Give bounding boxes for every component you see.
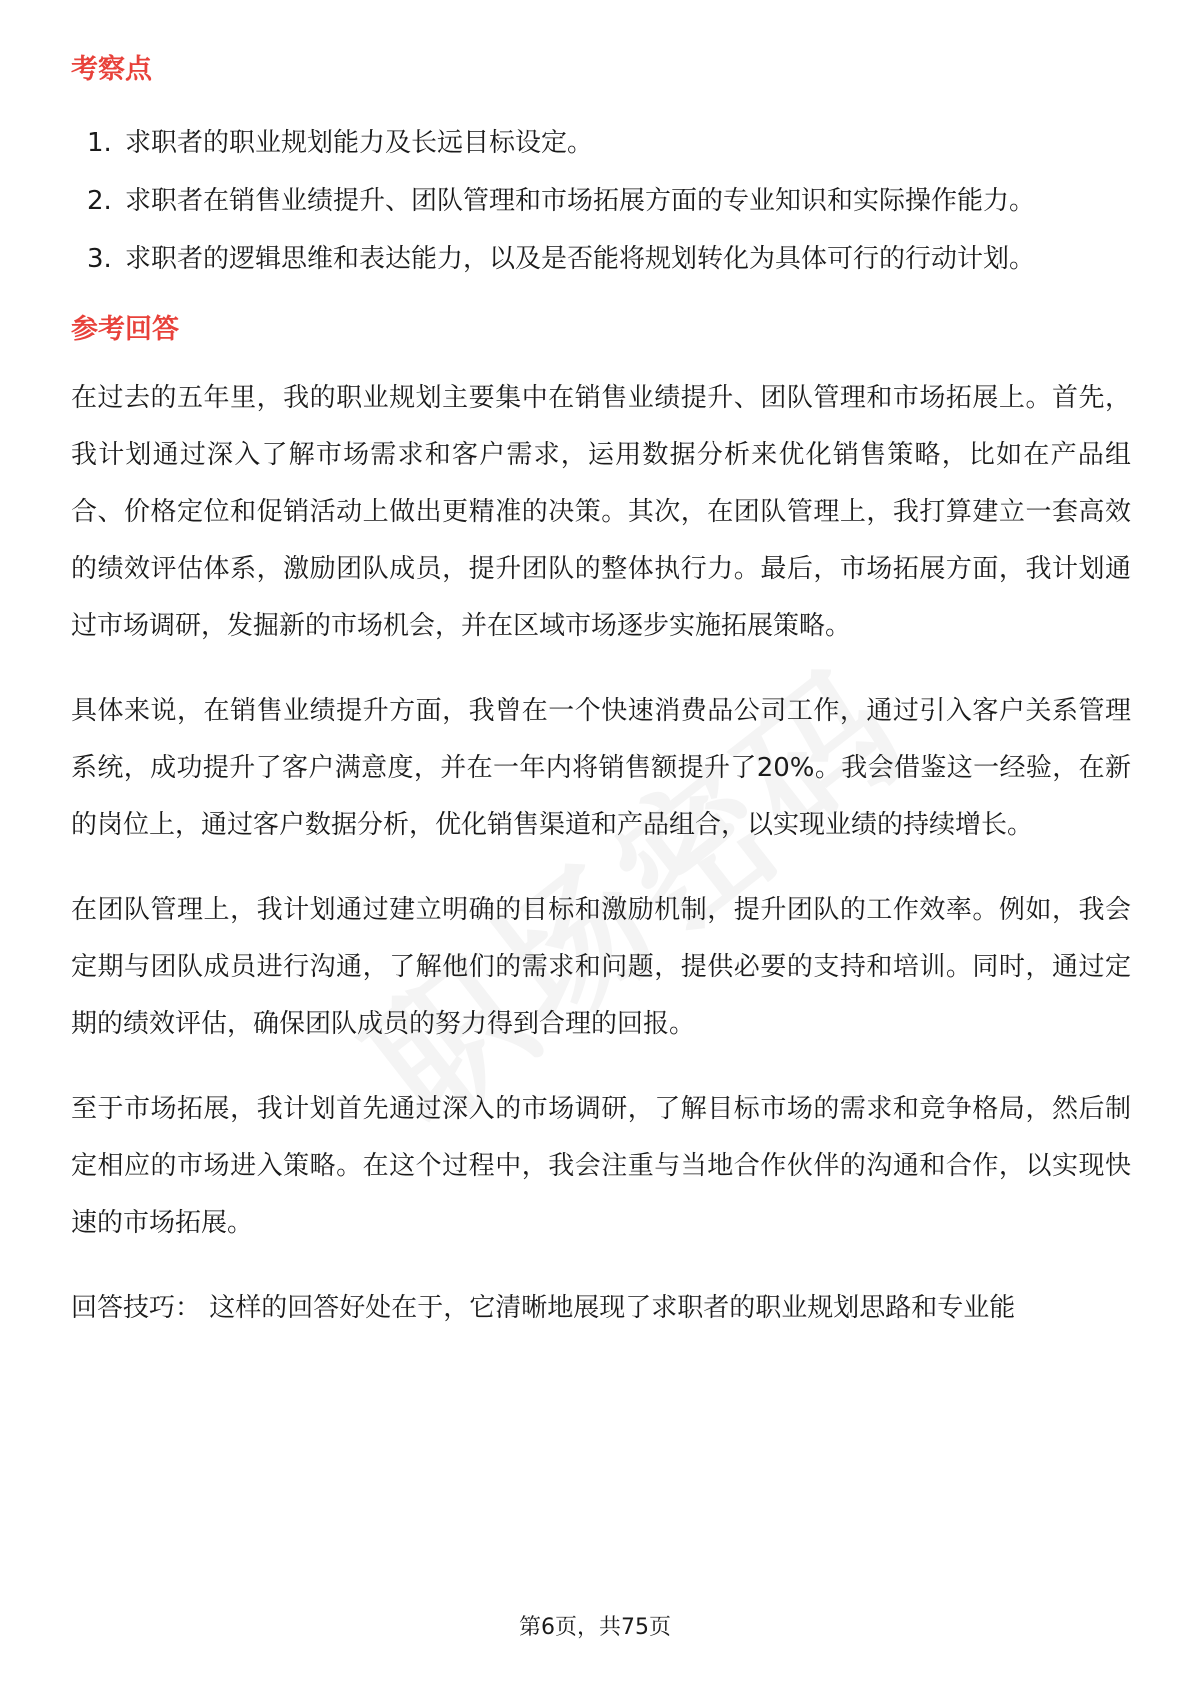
answer-paragraph: 在团队管理上，我计划通过建立明确的目标和激励机制，提升团队的工作效率。例如，我会定期与团队成员进行沟通，了解他们的需求和问题，提供必要的支持和培训。同时，通过定期的绩效评估，确保团队成员的努力得到合理的回报。: [71, 895, 1131, 1039]
list-item-text: 求职者的逻辑思维和表达能力，以及是否能将规划转化为具体可行的行动计划。: [125, 244, 1036, 274]
list-item: [71, 172, 1131, 230]
list-item: [71, 114, 1131, 172]
answer-paragraph: 至于市场拓展，我计划首先通过深入的市场调研，了解目标市场的需求和竞争格局，然后制定相应的市场进入策略。在这个过程中，我会注重与当地合作伙伴的沟通和合作，以实现快速的市场拓展。: [71, 1094, 1131, 1238]
list-item-number: 3.: [87, 244, 112, 274]
answer-paragraph: 具体来说，在销售业绩提升方面，我曾在一个快速消费品公司工作，通过引入客户关系管理系统，成功提升了客户满意度，并在一年内将销售额提升了20%。我会借鉴这一经验，在新的岗位上，通过客户数据分析，优化销售渠道和产品组合，以实现业绩的持续增长。: [71, 696, 1131, 840]
list-item-number: 1.: [87, 128, 112, 158]
list-item-text: 求职者在销售业绩提升、团队管理和市场拓展方面的专业知识和实际操作能力。: [125, 186, 1036, 216]
list-item-text: 求职者的职业规划能力及长远目标设定。: [125, 128, 594, 158]
reference-answer-body: [71, 370, 1131, 1337]
answer-paragraph: 在过去的五年里，我的职业规划主要集中在销售业绩提升、团队管理和市场拓展上。首先，我计划通过深入了解市场需求和客户需求，运用数据分析来优化销售策略，比如在产品组合、价格定位和促销活动上做出更精准的决策。其次，在团队管理上，我打算建立一套高效的绩效评估体系，激励团队成员，提升团队的整体执行力。最后，市场拓展方面，我计划通过市场调研，发掘新的市场机会，并在区域市场逐步实施拓展策略。: [71, 383, 1131, 641]
list-item: [71, 230, 1131, 288]
list-item-number: 2.: [87, 186, 112, 216]
page-number-footer: 第6页，共75页: [519, 1615, 671, 1640]
page-content: [71, 40, 1131, 1365]
section-title-reference-answer: 参考回答: [71, 314, 179, 345]
examination-points-list: [71, 114, 1131, 288]
section-title-examination-points: 考察点: [71, 54, 152, 85]
answer-tips-paragraph: 回答技巧： 这样的回答好处在于，它清晰地展现了求职者的职业规划思路和专业能: [71, 1293, 1016, 1323]
